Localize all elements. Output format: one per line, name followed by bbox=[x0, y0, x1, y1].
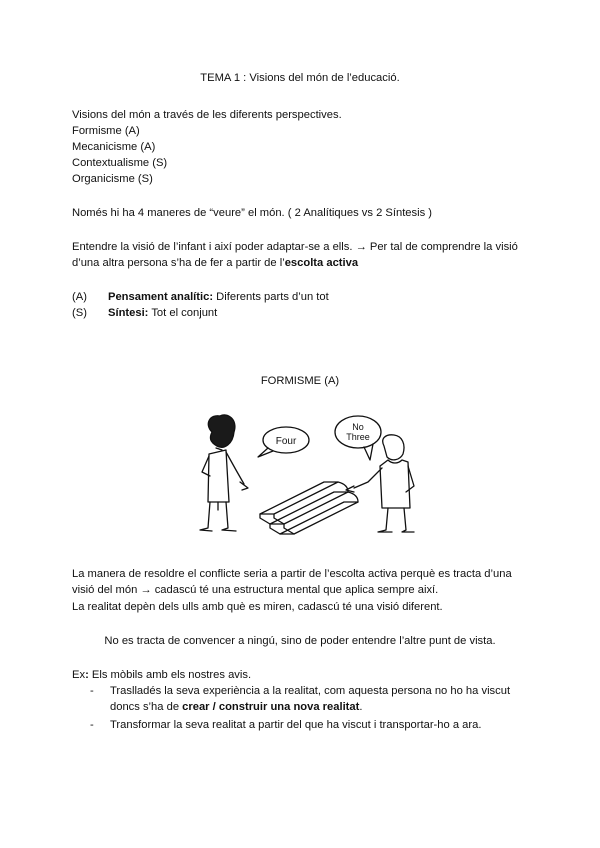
bullet-text: doncs s’ha de bbox=[110, 701, 183, 713]
active-listening-bold: escolta activa bbox=[284, 257, 359, 269]
bullet-text: Transformar la seva realitat a partir del que ha viscut i transportar-ho a ara. bbox=[110, 719, 482, 731]
bullet-dash: - bbox=[90, 685, 94, 697]
definition-text: Tot el conjunt bbox=[148, 307, 218, 319]
summary-text: Només hi ha 4 maneres de “veure” el món. ( 2 Analítiques vs 2 Síntesis ) bbox=[72, 207, 433, 219]
example-label bbox=[72, 668, 251, 682]
conflict-line-1: La manera de resoldre el conflicte seria a partir de l’escolta activa perquè es tracta d’una bbox=[72, 568, 512, 580]
list-item-formisme: Formisme (A) bbox=[72, 125, 140, 137]
intro-heading: Visions del món a través de les diferents perspectives. bbox=[72, 109, 342, 121]
definition-tag: (A) bbox=[72, 291, 87, 303]
bullet-text-end: . bbox=[359, 701, 363, 713]
active-listening-line-2 bbox=[72, 256, 358, 270]
bullet-text: Traslladés la seva experiència a la realitat, com aquesta persona no ho ha viscut bbox=[110, 685, 511, 697]
speech-bubble-right-text-2: Three bbox=[346, 432, 370, 442]
list-item-mecanicisme: Mecanicisme (A) bbox=[72, 141, 156, 153]
definition-synthesis bbox=[72, 306, 217, 320]
impossible-trident-object bbox=[260, 482, 358, 534]
left-person-figure bbox=[200, 415, 248, 531]
page-title: TEMA 1 : Visions del món de l’educació. bbox=[200, 72, 400, 84]
conflict-line-2: visió del món → cadascú té una estructura mental que aplica sempre així. bbox=[72, 584, 439, 596]
section-title: FORMISME (A) bbox=[260, 375, 340, 387]
active-listening-text: d’una altra persona s’ha de fer a partir de l’ bbox=[72, 257, 285, 269]
example-prefix: Ex bbox=[72, 669, 86, 681]
example-bullet-1 bbox=[90, 684, 510, 698]
definition-term: Síntesi: bbox=[108, 307, 149, 319]
definition-tag: (S) bbox=[72, 307, 87, 319]
list-item-organicisme: Organicisme (S) bbox=[72, 173, 153, 185]
bullet-dash: - bbox=[90, 719, 94, 731]
definition-text: Diferents parts d’un tot bbox=[213, 291, 329, 303]
formisme-illustration bbox=[196, 410, 418, 538]
active-listening-line-1: Entendre la visió de l’infant i així poder adaptar-se a ells. → Per tal de comprendre la visió bbox=[72, 241, 518, 253]
definition-term: Pensament analític: bbox=[108, 291, 214, 303]
speech-bubble-left-text: Four bbox=[275, 436, 297, 447]
note-text: No es tracta de convencer a ningú, sino de poder entendre l’altre punt de vista. bbox=[104, 635, 496, 647]
bullet-bold-text: crear / construir una nova realitat bbox=[182, 701, 360, 713]
right-person-figure bbox=[346, 435, 414, 532]
speech-bubble-right-text-1: No bbox=[352, 422, 364, 432]
list-item-contextualisme: Contextualisme (S) bbox=[72, 157, 168, 169]
example-text: Els mòbils amb els nostres avis. bbox=[88, 669, 252, 681]
example-bullet-1-line-2 bbox=[110, 700, 362, 714]
example-colon: : bbox=[85, 669, 89, 681]
definition-analytic bbox=[72, 290, 329, 304]
example-bullet-2 bbox=[90, 718, 481, 732]
conflict-line-3: La realitat depèn dels ulls amb què es miren, cadascú té una visió diferent. bbox=[72, 601, 443, 613]
